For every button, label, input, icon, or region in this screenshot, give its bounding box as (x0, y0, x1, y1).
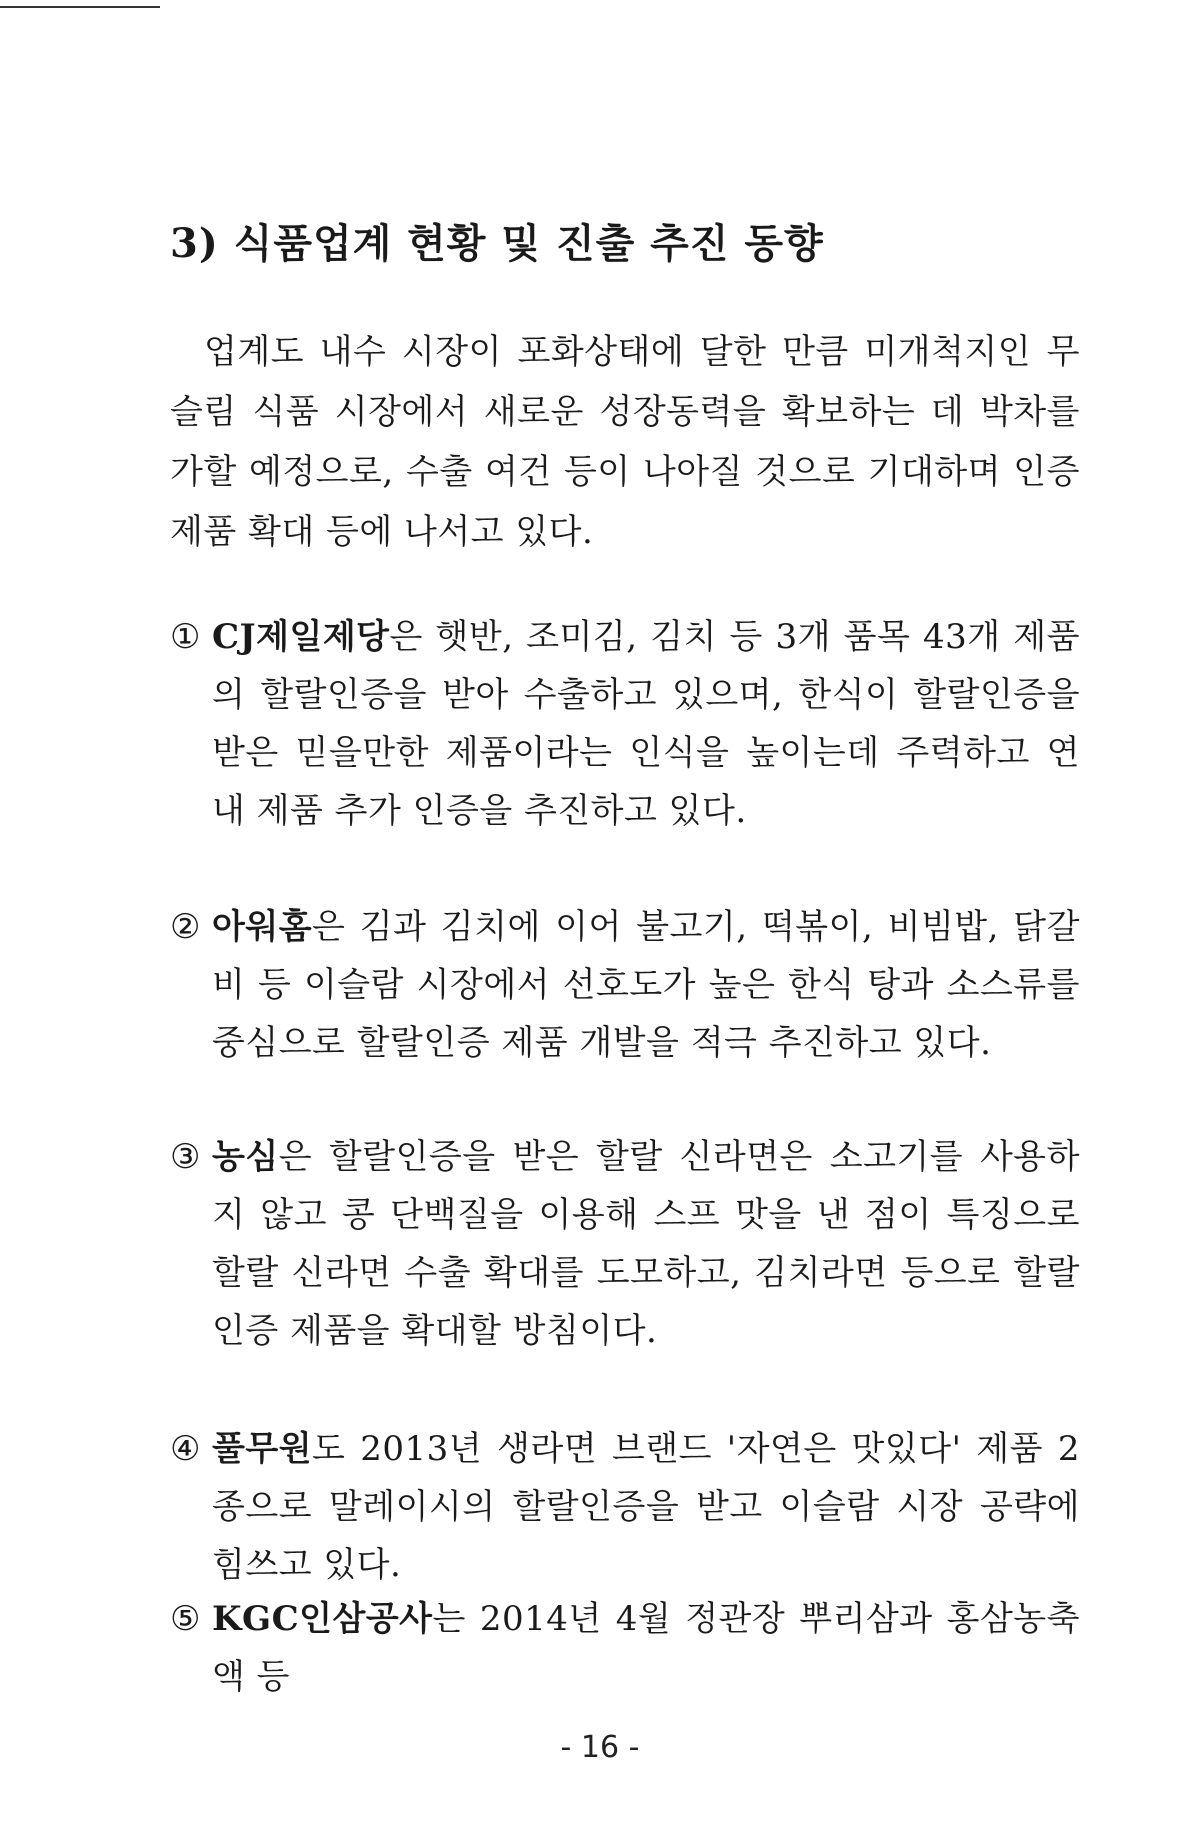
company-name: 농심 (212, 1137, 279, 1177)
list-item-kgc (170, 1590, 1080, 1706)
list-item-number: ⑤ (170, 1599, 201, 1639)
company-name: 아워홈 (212, 907, 313, 947)
company-name: CJ제일제당 (212, 617, 390, 657)
intro-paragraph: 업계도 내수 시장이 포화상태에 달한 만큼 미개척지인 무슬림 식품 시장에서 새로운 성장동력을 확보하는 데 박차를 가할 예정으로, 수출 여건 등이 나아질 것으로 기대하며 인증제품 확대 등에 나서고 있다. (170, 332, 1080, 552)
list-item-number: ④ (170, 1429, 201, 1469)
page-number: - 16 - (560, 1730, 640, 1765)
list-item-cj (170, 608, 1080, 840)
list-item-number: ② (170, 907, 201, 947)
list-item-number: ① (170, 617, 201, 657)
list-item-text: 은 김과 김치에 이어 불고기, 떡볶이, 비빔밥, 닭갈비 등 이슬람 시장에서 선호도가 높은 한식 탕과 소스류를 중심으로 할랄인증 제품 개발을 적극 추진하고 있다. (212, 907, 1080, 1063)
section-heading: 3) 식품업계 현황 및 진출 추진 동향 (170, 220, 824, 267)
list-item-ourhome (170, 898, 1080, 1072)
list-item-nongshim (170, 1128, 1080, 1360)
list-item-text: 은 할랄인증을 받은 할랄 신라면은 소고기를 사용하지 않고 콩 단백질을 이용해 스프 맛을 낸 점이 특징으로 할랄 신라면 수출 확대를 도모하고, 김치라면 등으로 할랄인증 제품을 확대할 방침이다. (212, 1137, 1080, 1351)
company-name: 풀무원 (212, 1429, 313, 1469)
list-item-pulmuone (170, 1420, 1080, 1594)
top-rule (0, 6, 160, 8)
list-item-number: ③ (170, 1137, 201, 1177)
list-item-text: 은 햇반, 조미김, 김치 등 3개 품목 43개 제품의 할랄인증을 받아 수출하고 있으며, 한식이 할랄인증을 받은 믿을만한 제품이라는 인식을 높이는데 주력하고 연내 제품 추가 인증을 추진하고 있다. (212, 617, 1080, 831)
list-item-text: 는 2014년 4월 정관장 뿌리삼과 홍삼농축액 등 (212, 1599, 1080, 1697)
list-item-text: 도 2013년 생라면 브랜드 '자연은 맛있다' 제품 2종으로 말레이시의 할랄인증을 받고 이슬람 시장 공략에 힘쓰고 있다. (212, 1429, 1080, 1585)
company-name: KGC인삼공사 (212, 1599, 433, 1639)
